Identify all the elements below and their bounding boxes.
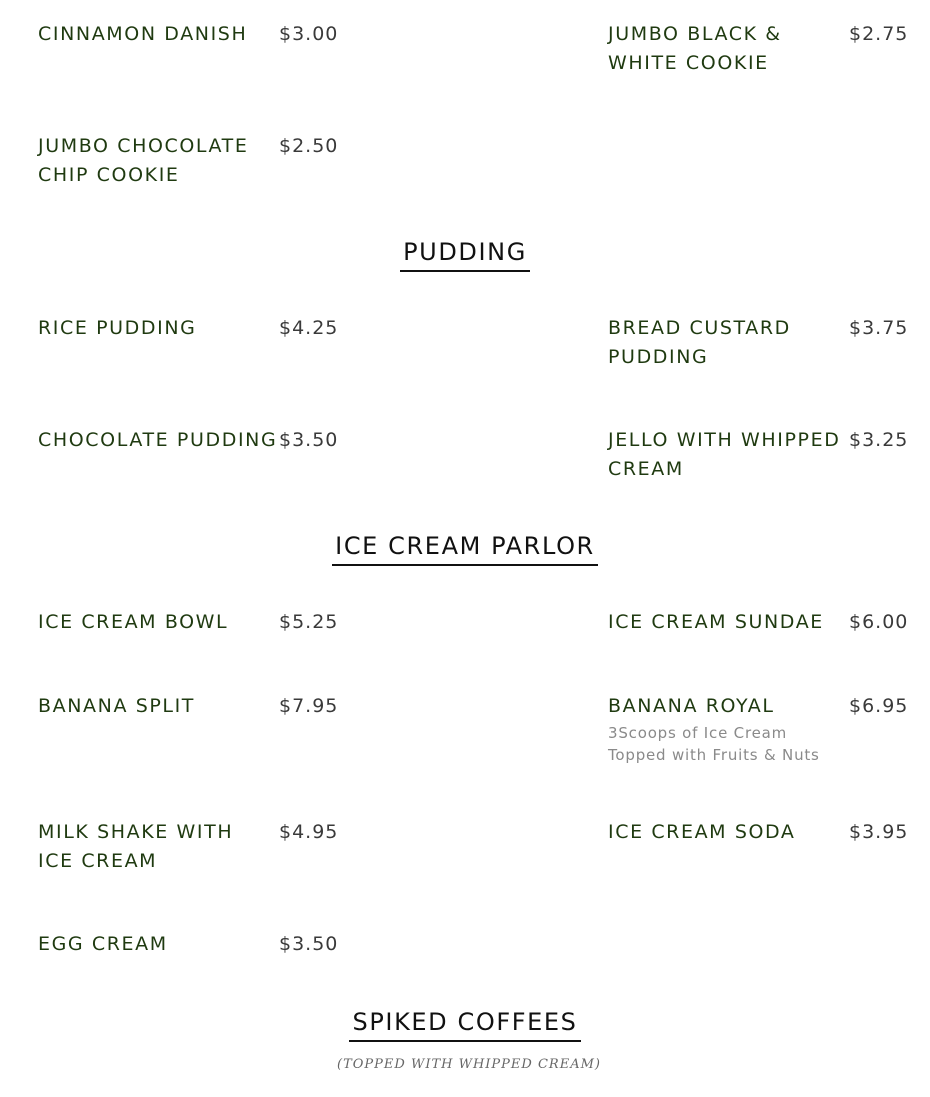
menu-item-price: $3.00 [279,23,339,45]
menu-item-price: $2.75 [849,23,909,45]
menu-item-name: JELLO WITH WHIPPED CREAM [608,429,841,480]
section-heading-pudding [0,237,930,272]
menu-item-name: CINNAMON DANISH [38,23,248,45]
section-subheading: (TOPPED WITH WHIPPED CREAM) [337,1057,601,1072]
section-heading-ice-cream-parlor [0,531,930,566]
menu-item-price: $3.25 [849,429,909,451]
menu-item-name: RICE PUDDING [38,317,197,339]
menu-item-name: JUMBO BLACK & WHITE COOKIE [608,23,782,74]
menu-item-name: BREAD CUSTARD PUDDING [608,317,791,368]
menu-item-price: $3.95 [849,821,909,843]
menu-item-price: $4.95 [279,821,339,843]
menu-item-price: $2.50 [279,135,339,157]
menu-item-name: JUMBO CHOCOLATE CHIP COOKIE [38,135,249,186]
menu-item-price: $3.50 [279,429,339,451]
menu-item-price: $6.95 [849,695,909,717]
section-title: SPIKED COFFEES [349,1007,580,1042]
menu-item-price: $3.75 [849,317,909,339]
section-title: ICE CREAM PARLOR [332,531,598,566]
menu-item-price: $3.50 [279,933,339,955]
menu-item-price: $6.00 [849,611,909,633]
menu-item-description: 3Scoops of Ice Cream Topped with Fruits & Nuts [608,724,820,764]
menu-item-name: CHOCOLATE PUDDING [38,429,278,451]
menu-item-name: ICE CREAM SUNDAE [608,611,824,633]
menu-item-name: ICE CREAM BOWL [38,611,229,633]
section-heading-spiked-coffees [0,1007,930,1042]
section-title: PUDDING [400,237,530,272]
menu-item-name: EGG CREAM [38,933,168,955]
menu-item-price: $4.25 [279,317,339,339]
menu-item-name: ICE CREAM SODA [608,821,796,843]
menu-item-price: $5.25 [279,611,339,633]
menu-item-name: MILK SHAKE WITH ICE CREAM [38,821,234,872]
menu-item-price: $7.95 [279,695,339,717]
menu-item-name: BANANA SPLIT [38,695,196,717]
menu-item-name: BANANA ROYAL [608,695,775,717]
